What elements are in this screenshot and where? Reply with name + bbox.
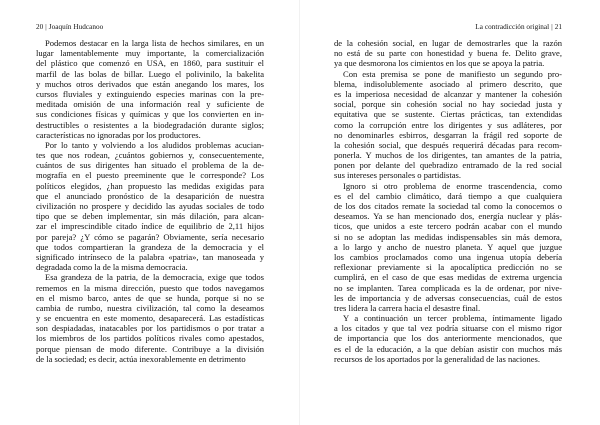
text-line: del plástico que comenzó en USA, en 1860, para sustituir el — [36, 58, 264, 69]
left-page-body — [36, 38, 264, 364]
header-separator: | — [45, 23, 47, 31]
text-line: en el mismo barco, antes de que se hunda, porque si no se — [36, 292, 264, 303]
left-page-header — [36, 23, 103, 31]
text-line: ya que desmorona los cimientos en los que se apoya la patria. — [334, 58, 545, 69]
text-line: políticos elegidos, ¿han propuesto las medidas exigidas para — [36, 180, 264, 191]
text-line: tres lidera la carrera hacia el desastre final. — [334, 302, 481, 313]
text-line: por pareja? ¿Y cómo se pagarán? Obviamente, sería necesario — [36, 231, 264, 242]
text-line: social, porque sin cohesión social no hay sociedad justa y — [334, 99, 562, 110]
text-line: Ignoro si otro problema de enorme trascendencia, como — [343, 180, 562, 191]
text-line: deseamos. Ya se han mencionado dos, energía nuclear y plás- — [334, 211, 562, 222]
text-line: que el anunciado pronóstico de la desaparición de nuestra — [36, 190, 264, 201]
text-line: degradada como la de la misma democracia. — [36, 262, 188, 273]
text-line: de los dos citados remate la sociedad tal como la conocemos o — [334, 201, 562, 211]
text-line: lugar lamentablemente muy importante, la comercialización — [36, 48, 264, 59]
text-line: porque piensan de modo diferente. Contribuye a la división — [36, 343, 264, 354]
text-line: de la cohesión social, en lugar de demostrarles que la razón — [334, 38, 562, 48]
text-line: recursos de los aportados por la generalidad de las naciones. — [334, 353, 541, 364]
text-line: características no ignoradas por los productores. — [36, 129, 201, 140]
text-line: no está de su parte con honestidad y buena fe. Delito grave, — [334, 48, 562, 59]
text-line: y se encuentra en este momento, desaparecerá. Las estadísticas — [36, 313, 264, 324]
text-line: blema, indisolublemente asociado al primero descrito, que — [334, 78, 562, 89]
text-line: destructibles o resistentes a la biodegradación durante siglos; — [36, 119, 264, 130]
text-line: los miembros de los partidos políticos rivales como apestados, — [36, 333, 264, 344]
page-number: 20 — [36, 23, 44, 31]
text-line: cumplirá, en el caso de que esas medidas de extrema urgencia — [334, 272, 562, 283]
text-line: es el de la educación, a la que debían asistir con muchos más — [334, 343, 562, 354]
text-line: cursos fluviales y extinguiendo especies marinas con la pre- — [36, 88, 264, 99]
text-line: ponen por delante del quebradizo entramado de la red social — [334, 160, 562, 171]
header-separator: | — [551, 23, 553, 31]
text-line: como la corrupción entre los dirigentes y sus adláteres, por — [334, 119, 562, 130]
text-line: a los citados y que tal vez podría situarse con el mismo rigor — [334, 323, 562, 334]
right-page — [300, 0, 600, 425]
text-line: es el del cambio climático, dará tiempo a que cualquiera — [334, 190, 562, 201]
author-name: Joaquín Hudcanoo — [48, 23, 104, 31]
page-number: 21 — [554, 23, 562, 31]
text-line: cuántos de sus dirigentes han situado el problema de la de- — [36, 160, 264, 171]
text-line: tipo que se deben implementar, sin más dilación, para alcan- — [36, 211, 264, 222]
text-line: equitativa que se sustente. Ciertas prácticas, tan extendidas — [334, 109, 562, 120]
text-line: no denominarles esbirros, desgarran la frágil red soporte de — [334, 129, 562, 140]
text-line: de la sociedad; es decir, actúa inexorablemente en detrimento — [36, 353, 246, 364]
text-line: sus condiciones físicas y químicas y que los convierten en in- — [36, 109, 264, 120]
text-line: les de importancia y de adversas consecuencias, cuál de estos — [334, 292, 562, 303]
text-line: Esa grandeza de la patria, de la democracia, exige que todos — [45, 272, 264, 283]
text-line: zar el imprescindible citado índice de equilibrio de 2,11 hijos — [36, 221, 264, 232]
text-line: Por lo tanto y volviendo a los aludidos problemas acucian- — [45, 139, 264, 150]
text-line: reflexionar previamente si la apocalíptica predicción no se — [334, 262, 562, 273]
text-line: cambia de rumbo, nuestra civilización, tal como la deseamos — [36, 302, 264, 313]
text-line: a lo largo y ancho de nuestro planeta. Y aquel que juzgue — [334, 241, 562, 252]
text-line: es la imperiosa necesidad de alcanzar y mantener la cohesión — [334, 88, 562, 99]
text-line: rememos en la misma dirección, puesto que todos navegamos — [36, 282, 264, 293]
text-line: sus intereses personales o partidistas. — [334, 170, 461, 181]
text-line: marfil de las bolas de billar. Luego el polivinilo, la bakelita — [36, 68, 264, 79]
text-line: Y a continuación un tercer problema, íntimamente ligado — [343, 313, 562, 324]
chapter-title: La contradicción original — [475, 23, 550, 31]
text-line: meditada omisión de una información real y suficiente de — [36, 99, 264, 110]
text-line: ticos, que unidos a este tercero podrán acabar con el mundo — [334, 221, 562, 232]
right-page-body — [334, 38, 562, 364]
text-line: que todos compartieran la grandeza de la democracia y el — [36, 241, 264, 252]
text-line: ponerla. Y muchos de los dirigentes, tan amantes de la patria, — [334, 150, 562, 161]
text-line: de importancia que los dos anteriormente mencionados, que — [334, 333, 562, 344]
text-line: tes que nos rodean, ¿cuántos gobiernos y, consecuentemente, — [36, 150, 264, 161]
text-line: Podemos destacar en la larga lista de hechos similares, en un — [45, 38, 264, 48]
text-line: la cohesión social, que después requerirá décadas para recom- — [334, 139, 562, 150]
text-line: no se implanten. Tarea complicada es la de ordenar, por nive- — [334, 282, 562, 293]
text-line: y muchos otros derivados que están anegando los mares, los — [36, 78, 264, 89]
text-line: civilización no prospere y decidido las ayudas sociales de todo — [36, 201, 264, 211]
text-line: son despiadadas, inatacables por los partidismos o por tratar a — [36, 323, 264, 334]
text-line: si no se adoptan las medidas indispensables sin más demora, — [334, 231, 562, 242]
text-line: mografía en el puesto preeminente que le corresponde? Los — [36, 170, 264, 181]
text-line: Con esta premisa se pone de manifiesto un segundo pro- — [343, 68, 562, 79]
right-page-header — [475, 23, 562, 31]
text-line: significado intrínseco de la palabra «patria», tan manoseada y — [36, 251, 264, 262]
text-line: los cambios proclamados como una ingenua utopía debería — [334, 251, 562, 262]
